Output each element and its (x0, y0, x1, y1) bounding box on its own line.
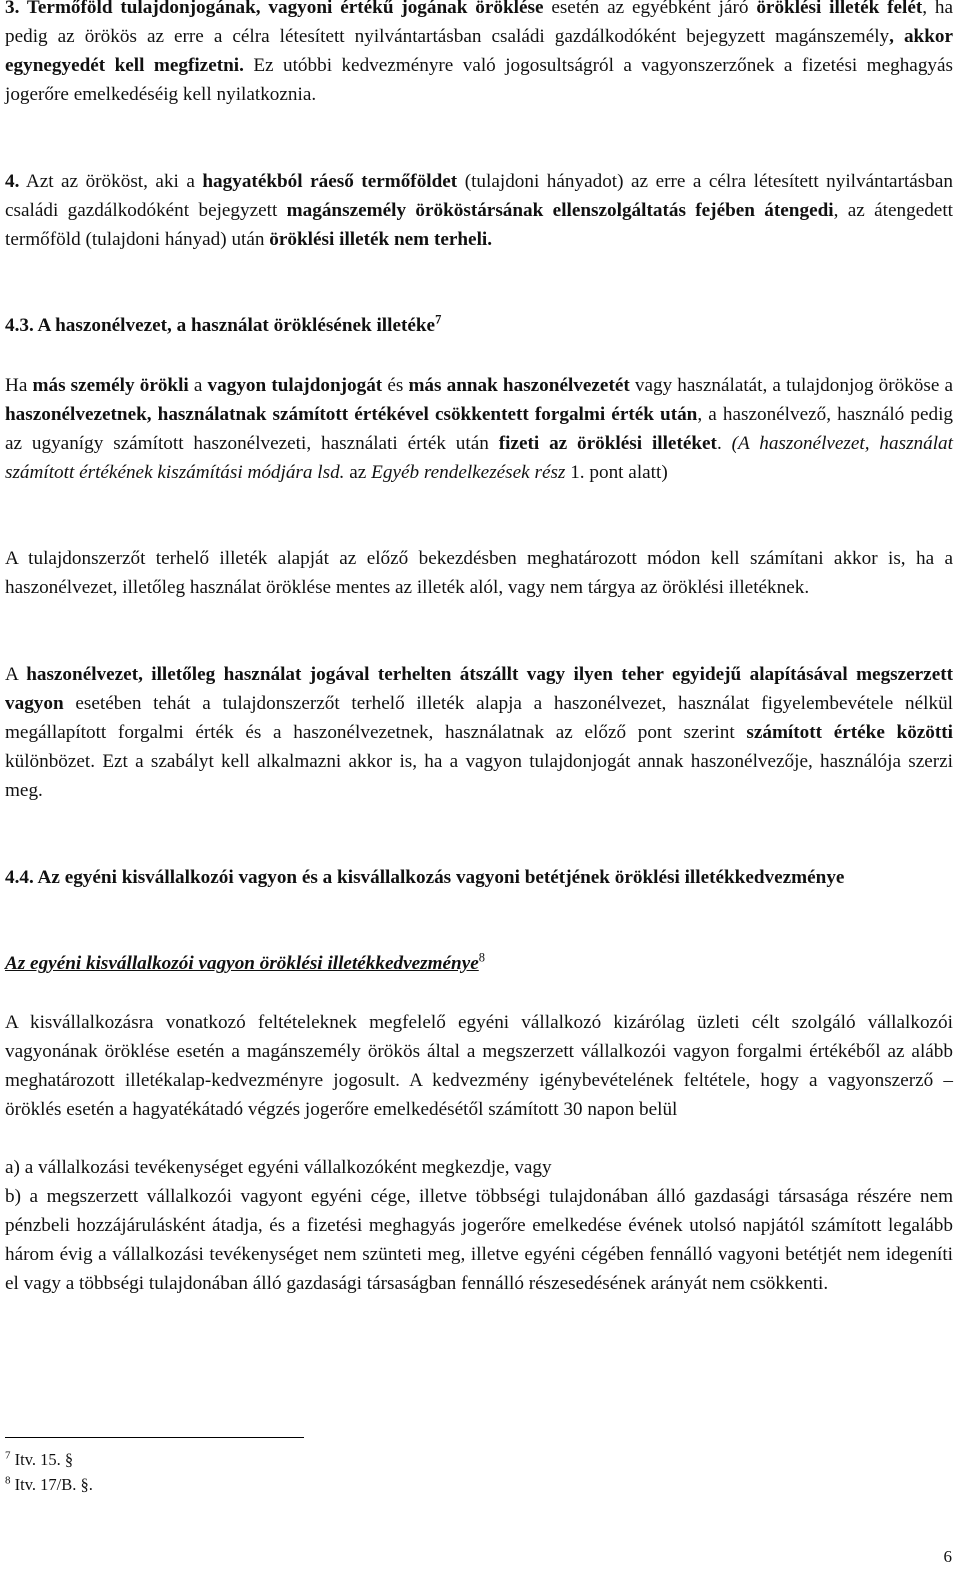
paragraph-orokostars-atengedes (5, 168, 953, 255)
text-span: esetén az egyébként járó (543, 0, 757, 18)
footnote-8 (5, 1475, 93, 1495)
footnote-number: 8 (5, 1474, 11, 1487)
paragraph-terhelten-atszallt (5, 661, 953, 806)
footnote-number: 7 (5, 1449, 11, 1462)
heading-text: 4.3. A haszonélvezet, a használat öröklésének illetéke (5, 315, 436, 336)
section-heading-4-4 (5, 864, 953, 893)
bold-span: öröklési illeték felét (756, 0, 923, 18)
text-span: , ha pedig az örökös az erre a célra létesített nyilvántartásban családi gazdálkodóként bejegyzett magánszemély (5, 0, 953, 47)
bold-span: hagyatékból ráeső termőföldet (202, 171, 458, 192)
text-span: , a haszonélvező, használó pedig az ugyanígy számított haszonélvezeti, használati érték után (5, 403, 954, 454)
text-span: az (344, 461, 372, 483)
footnote-ref: 8 (478, 950, 485, 965)
bold-span: magánszemély örököstársának ellenszolgáltatás fejében átengedi (286, 199, 834, 221)
bold-span: vagyon tulajdonjogát (207, 375, 383, 396)
footnote-7 (5, 1450, 73, 1470)
text-span: Ez utóbbi kedvezményre való jogosultságról a vagyonszerzőnek a fizetési meghagyás jogerőre emelkedéséig kell nyilatkoznia. (5, 54, 953, 105)
text-span: Azt az örököst, aki a (19, 171, 203, 192)
bold-span: más annak haszonélvezetét (408, 375, 630, 396)
text-span: a (188, 375, 208, 396)
bold-span: fizeti az öröklési illetéket (498, 432, 717, 454)
footnote-ref: 7 (435, 312, 442, 327)
italic-span: Egyéb rendelkezések rész (371, 461, 566, 483)
text-span: Ha (5, 375, 33, 396)
bold-span: haszonélvezet, illetőleg használat jogával terhelten átszállt vagy ilyen teher egyidejű alapításával megszerzett vagyon (5, 664, 953, 714)
text-span: 1. pont alatt) (565, 461, 668, 483)
list-item-a: a) a vállalkozási tevékenységet egyéni vállalkozóként megkezdje, vagy (5, 1157, 552, 1178)
text-span: . (716, 432, 732, 454)
italic-span: (A haszonélvezet, használat számított értékének kiszámítási módjára lsd. (5, 432, 953, 483)
subsection-heading (5, 950, 953, 979)
text-span: A (5, 664, 27, 685)
footnote-separator (5, 1437, 304, 1438)
bold-span: öröklési illeték nem terheli. (269, 228, 493, 250)
text-span: , az átengedett termőföld (tulajdoni hányad) után (5, 199, 953, 250)
footnote-text: Itv. 15. § (10, 1450, 74, 1469)
list-item-b: b) a megszerzett vállalkozói vagyont egyéni cége, illetve többségi tulajdonában álló gazdasági társasága részére nem pénzbeli hozzájárulásként átadja, és a fizetési meghagyás jogerőre emelkedése évének utolsó napjától számított legalább három évig a vállalkozási tevékenységet nem szünteti meg, illetve egyéni cégében fennálló vagyoni betétjét nem idegeníti el vagy a többségi tulajdonában álló gazdasági társaságban fennálló részesedésének arányát nem csökkenti. (5, 1186, 953, 1294)
text-span: és (382, 375, 409, 396)
bold-span: 4. (5, 171, 20, 192)
paragraph-termofold-tulajdon (5, 0, 953, 110)
text-span: vagy használatát, a tulajdonjog örököse a (629, 375, 953, 396)
page-number: 6 (943, 1547, 952, 1566)
paragraph-haszonelvezet-orokles (5, 372, 953, 488)
text-span: különbözet. Ezt a szabályt kell alkalmazni akkor is, ha a vagyon tulajdonjogát annak haszonélvezője, használója szerzi meg. (5, 750, 953, 801)
bold-span: 3. Termőföld tulajdonjogának, vagyoni értékű jogának öröklése (5, 0, 544, 18)
paragraph-tulajdonszerzo-illetek: A tulajdonszerzőt terhelő illeték alapját az előző bekezdésben meghatározott módon kell számítani akkor is, ha a haszonélvezet, illetőleg használat öröklése mentes az illeték alól, vagy nem tárgya az öröklési illetéknek. (5, 548, 953, 598)
text-span: (tulajdoni hányadot) az erre a célra létesített nyilvántartásban családi gazdálkodóként bejegyzett (5, 171, 953, 221)
bold-span: , akkor egynegyedét kell megfizetni. (5, 25, 954, 76)
bold-span: haszonélvezetnek, használatnak számított értékével csökkentett forgalmi érték után (5, 403, 698, 425)
subheading-text: Az egyéni kisvállalkozói vagyon öröklési illetékkedvezménye (5, 953, 479, 974)
footnote-text: Itv. 17/B. §. (10, 1475, 93, 1494)
bold-span: számított értéke közötti (746, 721, 954, 743)
bold-span: más személy örökli (32, 375, 189, 396)
text-span: esetében tehát a tulajdonszerzőt terhelő illeték alapja a haszonélvezet, használat figyelembevétele nélkül megállapított forgalmi érték és a haszonélvezetnek, használatnak az előző pont szerint (5, 692, 953, 743)
heading-text: 4.4. Az egyéni kisvállalkozói vagyon és a kisvállalkozás vagyoni betétjének öröklési illetékkedvezménye (5, 867, 845, 888)
paragraph-kisvallalkozas: A kisvállalkozásra vonatkozó feltételeknek megfelelő egyéni vállalkozó kizárólag üzleti célt szolgáló vállalkozói vagyonának öröklése esetén a magánszemély örökös által a megszerzett vállalkozói vagyon forgalmi értékéből az alább meghatározott illetékalap-kedvezményre jogosult. A kedvezmény igénybevételének feltétele, hogy a vagyonszerző – öröklés esetén a hagyatékátadó végzés jogerőre emelkedésétől számított 30 napon belül (5, 1012, 953, 1120)
section-heading-4-3 (5, 312, 953, 341)
